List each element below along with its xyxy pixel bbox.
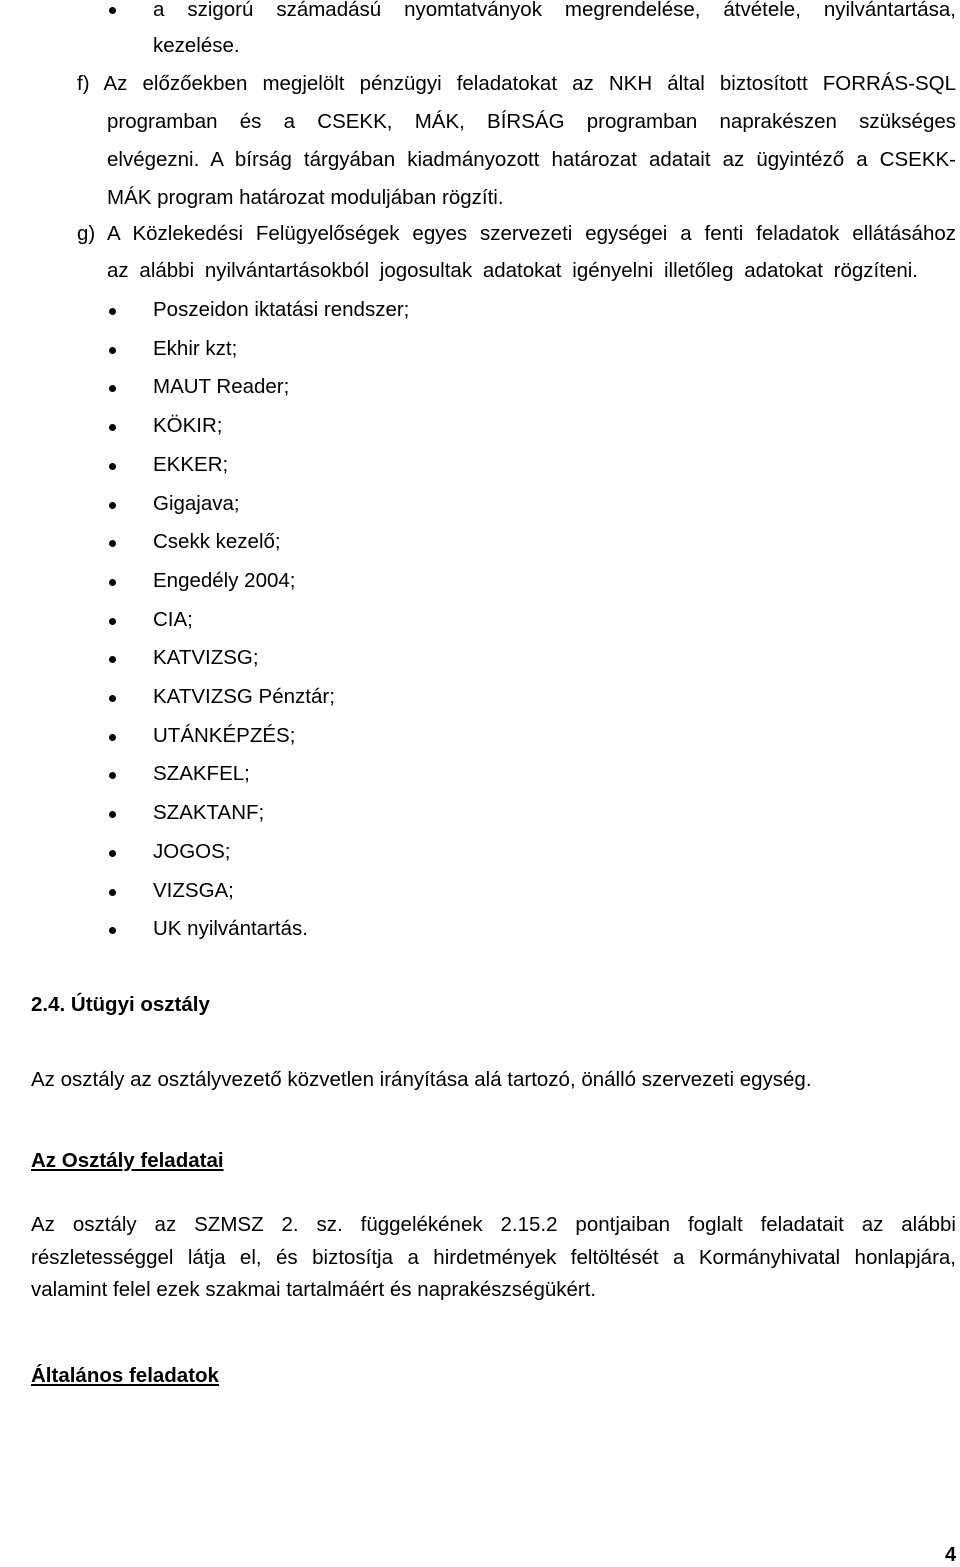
registry-item: SZAKFEL; <box>153 762 250 786</box>
bullet-icon <box>109 811 116 818</box>
registry-item: EKKER; <box>153 452 229 476</box>
item-g-line2: az alábbi nyilvántartásokból jogosultak adatokat igényelni illetőleg adatokat rögzíteni. <box>107 259 918 282</box>
bullet-icon <box>109 695 116 702</box>
registry-item: KÖKIR; <box>153 414 223 438</box>
top-bullet-line1: a szigorú számadású nyomtatványok megrendelése, átvétele, nyilvántartása, <box>153 0 956 21</box>
item-f-line2: programban és a CSEKK, MÁK, BÍRSÁG programban naprakészen szükséges <box>107 110 956 133</box>
bullet-icon <box>109 618 116 625</box>
general-tasks-heading: Általános feladatok <box>31 1364 219 1387</box>
bullet-icon <box>109 463 116 470</box>
registry-item: UK nyilvántartás. <box>153 917 308 941</box>
bullet-icon <box>109 772 116 779</box>
registry-item: SZAKTANF; <box>153 801 265 825</box>
bullet-icon <box>109 734 116 741</box>
item-f-line1: f) Az előzőekben megjelölt pénzügyi feladatokat az NKH által biztosított FORRÁS-SQL <box>77 72 956 95</box>
section-heading: 2.4. Útügyi osztály <box>31 993 210 1016</box>
paragraph-line3: valamint felel ezek szakmai tartalmáért és naprakészségükért. <box>31 1278 597 1301</box>
bullet-icon <box>109 889 116 896</box>
bullet-icon <box>109 579 116 586</box>
registry-item: Ekhir kzt; <box>153 336 238 360</box>
registry-item: KATVIZSG; <box>153 646 259 670</box>
registry-item: VIZSGA; <box>153 878 234 902</box>
item-g-line1: g) A Közlekedési Felügyelőségek egyes szervezeti egységei a fenti feladatok ellátásához <box>77 222 956 245</box>
bullet-icon <box>109 502 116 509</box>
top-bullet-line2: kezelése. <box>153 34 240 57</box>
bullet-icon <box>109 7 116 14</box>
subheading-tasks: Az Osztály feladatai <box>31 1149 224 1172</box>
registry-item: Gigajava; <box>153 491 240 515</box>
bullet-icon <box>109 347 116 354</box>
bullet-icon <box>109 656 116 663</box>
registry-item: MAUT Reader; <box>153 375 290 399</box>
registry-item: Engedély 2004; <box>153 568 296 592</box>
bullet-icon <box>109 850 116 857</box>
registry-item: CIA; <box>153 607 193 631</box>
bullet-icon <box>109 308 116 315</box>
paragraph-line1: Az osztály az SZMSZ 2. sz. függelékének 2.15.2 pontjaiban foglalt feladatait az alábbi <box>31 1213 956 1236</box>
registry-item: KATVIZSG Pénztár; <box>153 685 335 708</box>
bullet-icon <box>109 927 116 934</box>
registry-item: Csekk kezelő; <box>153 530 281 554</box>
page-number: 4 <box>945 1544 957 1566</box>
bullet-icon <box>109 385 116 392</box>
registry-item: JOGOS; <box>153 839 231 863</box>
section-intro: Az osztály az osztályvezető közvetlen irányítása alá tartozó, önálló szervezeti egység. <box>31 1068 812 1091</box>
item-f-line3: elvégezni. A bírság tárgyában kiadmányozott határozat adatait az ügyintéző a CSEKK- <box>107 148 956 171</box>
bullet-icon <box>109 540 116 547</box>
registry-item: Poszeidon iktatási rendszer; <box>153 298 410 321</box>
bullet-icon <box>109 424 116 431</box>
paragraph-line2: részletességgel látja el, és biztosítja a hirdetmények feltöltését a Kormányhivatal honlapjára, <box>31 1246 956 1269</box>
registry-item: UTÁNKÉPZÉS; <box>153 723 296 747</box>
item-f-line4: MÁK program határozat moduljában rögzíti. <box>107 186 504 209</box>
